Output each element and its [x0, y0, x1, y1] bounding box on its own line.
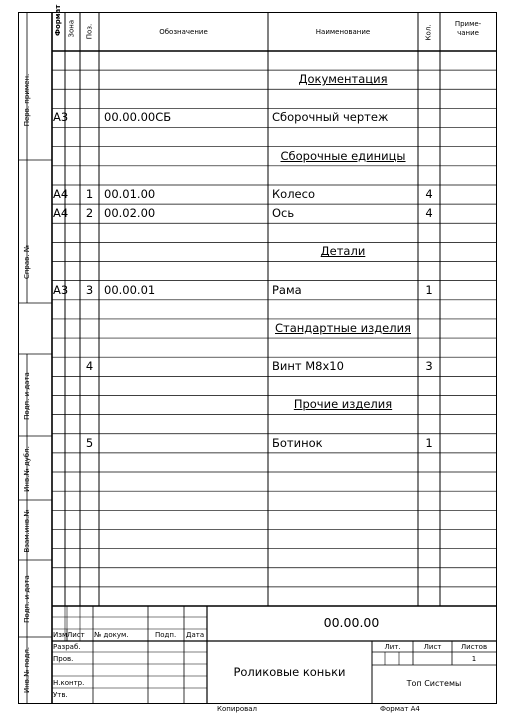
row-designation: 00.01.00 [104, 186, 156, 201]
row-name: Винт М8х10 [272, 359, 344, 374]
footer-copied: Копировал [217, 705, 257, 713]
lit-label: Лит. [384, 643, 401, 651]
row-designation: 00.00.01 [104, 282, 156, 297]
row-format: А3 [53, 282, 69, 297]
row-quantity: 4 [425, 206, 433, 221]
row-position: 2 [85, 206, 94, 221]
norm-control-label: Н.контр. [53, 679, 85, 687]
side-label-first-use: Перв. примен. [23, 73, 31, 127]
side-label-ref-no: Справ. № [23, 244, 31, 280]
col-change: Изм [53, 631, 68, 639]
row-position: 1 [85, 186, 94, 201]
row-format: А3 [53, 110, 69, 125]
row-position: 5 [85, 435, 94, 450]
header-designation: Обозначение [159, 28, 208, 36]
row-quantity: 1 [425, 282, 433, 297]
col-sheet: Лист [67, 631, 85, 639]
row-format: А4 [53, 206, 69, 221]
sheets-label: Листов [460, 643, 488, 651]
document-title: Роликовые коньки [233, 665, 346, 679]
col-sign: Подп. [155, 631, 177, 639]
row-format: А4 [53, 186, 69, 201]
side-label-sign-date-1: Подп. и дата [23, 372, 31, 420]
header-zone: Зона [67, 19, 76, 38]
section-heading: Стандартные изделия [275, 320, 411, 335]
doc-code: 00.00.00 [323, 615, 380, 630]
header-pos: Поз. [85, 23, 94, 40]
header-note: Приме- чание [454, 20, 482, 38]
side-label-inv-dup: Инв.№ дубл. [23, 446, 31, 492]
row-name: Ось [272, 206, 295, 221]
side-label-sign-date-2: Подп. и дата [23, 575, 31, 623]
row-quantity: 1 [425, 435, 433, 450]
row-position: 3 [85, 282, 94, 297]
side-label-inv-orig: Инв.№ подл. [23, 646, 31, 694]
developed-label: Разраб. [53, 643, 81, 651]
section-heading: Документация [298, 72, 388, 87]
header-name: Наименование [315, 28, 371, 36]
row-quantity: 3 [425, 359, 433, 374]
sheet-label: Лист [423, 643, 442, 651]
approved-label: Утв. [53, 691, 68, 699]
row-name: Рама [272, 282, 302, 297]
section-heading: Детали [320, 244, 366, 259]
section-heading: Прочие изделия [293, 397, 393, 412]
row-position: 4 [85, 359, 94, 374]
col-doc: № докум. [94, 631, 129, 639]
footer-format: Формат А4 [380, 705, 420, 713]
side-label-replace-inv: Взам.инв.№ [23, 509, 31, 553]
row-designation: 00.02.00 [104, 206, 156, 221]
row-name: Сборочный чертеж [272, 110, 389, 125]
row-name: Колесо [272, 186, 315, 201]
col-date: Дата [186, 631, 205, 639]
header-qty: Кол. [424, 24, 433, 41]
row-quantity: 4 [425, 186, 433, 201]
row-designation: 00.00.00СБ [104, 110, 172, 125]
organization: Топ Системы [406, 679, 462, 688]
checked-label: Пров. [53, 655, 74, 663]
row-name: Ботинок [272, 435, 323, 450]
header-format: Формат [54, 4, 62, 36]
sheets-count: 1 [471, 655, 477, 663]
section-heading: Сборочные единицы [280, 148, 406, 163]
